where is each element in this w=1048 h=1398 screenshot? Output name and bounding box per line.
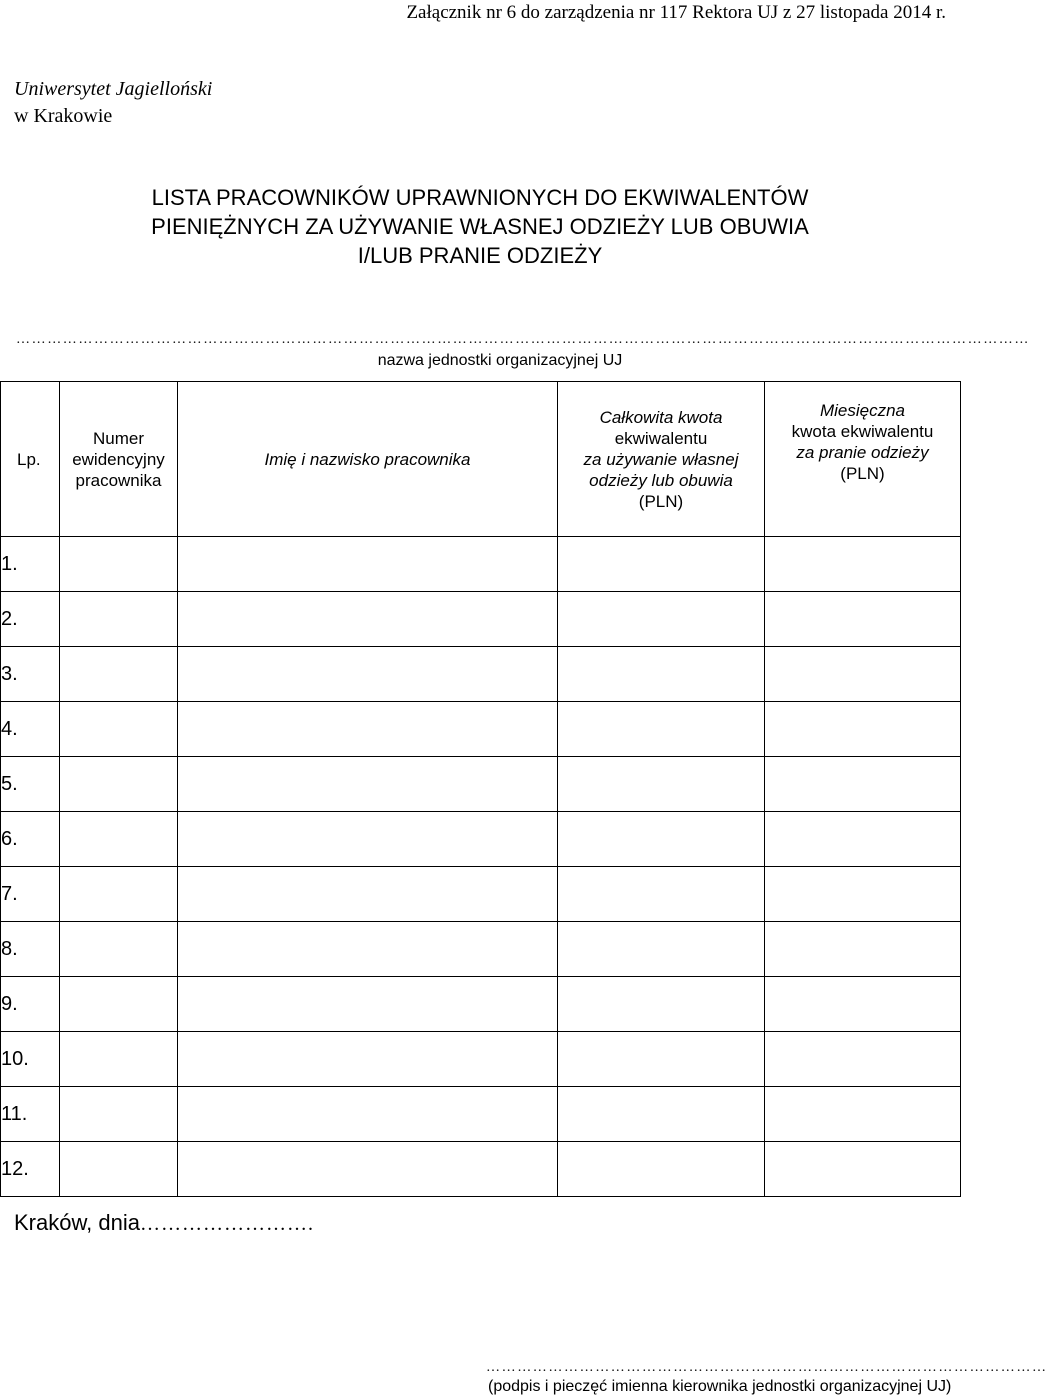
header-employee-number-line: Numer	[92, 428, 144, 448]
table-row	[1, 977, 961, 1032]
cell-employee-name[interactable]	[178, 1142, 558, 1197]
header-total-line: (PLN)	[638, 491, 684, 511]
table-row	[1, 812, 961, 867]
cell-total-equivalent[interactable]	[558, 867, 765, 922]
cell-employee-name[interactable]	[178, 977, 558, 1032]
table-row	[1, 647, 961, 702]
cell-employee-name[interactable]	[178, 647, 558, 702]
cell-employee-name[interactable]	[178, 757, 558, 812]
table-row	[1, 922, 961, 977]
header-employee-number-line: ewidencyjny	[72, 449, 165, 469]
place-label: Kraków, dnia	[14, 1210, 140, 1235]
cell-employee-name[interactable]	[178, 537, 558, 592]
table-row	[1, 592, 961, 647]
cell-total-equivalent[interactable]	[558, 1087, 765, 1142]
header-total-equivalent	[558, 382, 765, 537]
cell-total-equivalent[interactable]	[558, 977, 765, 1032]
header-monthly-line: za pranie odzieży	[796, 443, 929, 462]
cell-monthly-equivalent[interactable]	[765, 537, 961, 592]
row-number: 10.	[1, 1032, 60, 1087]
cell-employee-number[interactable]	[60, 1142, 178, 1197]
cell-employee-name[interactable]	[178, 812, 558, 867]
header-total-line: odzieży lub obuwia	[589, 470, 733, 490]
table-header-row	[1, 382, 961, 537]
employee-table	[0, 381, 961, 1197]
cell-monthly-equivalent[interactable]	[765, 922, 961, 977]
row-number: 2.	[1, 592, 60, 647]
cell-total-equivalent[interactable]	[558, 592, 765, 647]
row-number: 9.	[1, 977, 60, 1032]
cell-employee-name[interactable]	[178, 1032, 558, 1087]
row-number: 5.	[1, 757, 60, 812]
place-date-line	[14, 1210, 314, 1236]
header-monthly-line: kwota ekwiwalentu	[791, 422, 934, 441]
cell-monthly-equivalent[interactable]	[765, 1142, 961, 1197]
institution-line-1: Uniwersytet Jagielloński	[14, 78, 213, 100]
cell-total-equivalent[interactable]	[558, 757, 765, 812]
cell-employee-number[interactable]	[60, 922, 178, 977]
header-employee-name: Imię i nazwisko pracownika	[178, 382, 558, 537]
cell-employee-number[interactable]	[60, 592, 178, 647]
table-row	[1, 537, 961, 592]
date-field[interactable]: …………………….	[139, 1213, 314, 1235]
row-number: 1.	[1, 537, 60, 592]
cell-total-equivalent[interactable]	[558, 537, 765, 592]
table-row	[1, 1087, 961, 1142]
cell-monthly-equivalent[interactable]	[765, 647, 961, 702]
cell-employee-number[interactable]	[60, 812, 178, 867]
unit-name-field[interactable]: ……………………………………………………………………………………………………………………………………………………………………………	[16, 332, 1030, 347]
row-number: 8.	[1, 922, 60, 977]
cell-employee-number[interactable]	[60, 867, 178, 922]
cell-total-equivalent[interactable]	[558, 1142, 765, 1197]
cell-employee-name[interactable]	[178, 1087, 558, 1142]
row-number: 7.	[1, 867, 60, 922]
header-monthly-line: Miesięczna	[819, 401, 906, 420]
cell-monthly-equivalent[interactable]	[765, 977, 961, 1032]
cell-employee-number[interactable]	[60, 757, 178, 812]
cell-employee-number[interactable]	[60, 977, 178, 1032]
cell-monthly-equivalent[interactable]	[765, 757, 961, 812]
cell-employee-number[interactable]	[60, 1032, 178, 1087]
cell-monthly-equivalent[interactable]	[765, 1032, 961, 1087]
cell-employee-number[interactable]	[60, 702, 178, 757]
cell-employee-name[interactable]	[178, 592, 558, 647]
cell-total-equivalent[interactable]	[558, 647, 765, 702]
table-row	[1, 1142, 961, 1197]
cell-employee-number[interactable]	[60, 647, 178, 702]
header-employee-number-line: pracownika	[75, 470, 162, 490]
institution-name	[14, 76, 212, 130]
header-total-line: ekwiwalentu	[614, 428, 708, 448]
signature-field[interactable]: ………………………………………………………………………………………………	[486, 1360, 1048, 1375]
cell-total-equivalent[interactable]	[558, 1032, 765, 1087]
cell-employee-name[interactable]	[178, 702, 558, 757]
cell-total-equivalent[interactable]	[558, 922, 765, 977]
header-monthly-line: (PLN)	[840, 464, 885, 483]
row-number: 11.	[1, 1087, 60, 1142]
row-number: 12.	[1, 1142, 60, 1197]
table-row	[1, 867, 961, 922]
table-row	[1, 757, 961, 812]
cell-monthly-equivalent[interactable]	[765, 867, 961, 922]
header-lp: Lp.	[1, 382, 60, 537]
header-total-line: Całkowita kwota	[599, 407, 723, 427]
cell-monthly-equivalent[interactable]	[765, 812, 961, 867]
table-row	[1, 1032, 961, 1087]
cell-total-equivalent[interactable]	[558, 702, 765, 757]
cell-monthly-equivalent[interactable]	[765, 1087, 961, 1142]
cell-total-equivalent[interactable]	[558, 812, 765, 867]
cell-monthly-equivalent[interactable]	[765, 702, 961, 757]
cell-employee-number[interactable]	[60, 537, 178, 592]
header-total-line: za używanie własnej	[583, 449, 739, 469]
cell-employee-name[interactable]	[178, 867, 558, 922]
header-employee-number	[60, 382, 178, 537]
header-monthly-equivalent	[765, 382, 961, 537]
unit-name-caption: nazwa jednostki organizacyjnej UJ	[377, 352, 623, 369]
cell-employee-name[interactable]	[178, 922, 558, 977]
table-row	[1, 702, 961, 757]
institution-line-2: w Krakowie	[14, 105, 113, 127]
cell-monthly-equivalent[interactable]	[765, 592, 961, 647]
title-line-1: LISTA PRACOWNIKÓW UPRAWNIONYCH DO EKWIWALENTÓW	[151, 185, 809, 210]
document-title	[0, 183, 960, 270]
row-number: 6.	[1, 812, 60, 867]
title-line-2: PIENIĘŻNYCH ZA UŻYWANIE WŁASNEJ ODZIEŻY LUB OBUWIA	[151, 214, 809, 239]
attachment-note: Załącznik nr 6 do zarządzenia nr 117 Rektora UJ z 27 listopada 2014 r.	[406, 2, 946, 23]
cell-employee-number[interactable]	[60, 1087, 178, 1142]
signature-caption: (podpis i pieczęć imienna kierownika jednostki organizacyjnej UJ)	[488, 1378, 952, 1395]
title-line-3: I/LUB PRANIE ODZIEŻY	[357, 243, 603, 268]
row-number: 3.	[1, 647, 60, 702]
row-number: 4.	[1, 702, 60, 757]
